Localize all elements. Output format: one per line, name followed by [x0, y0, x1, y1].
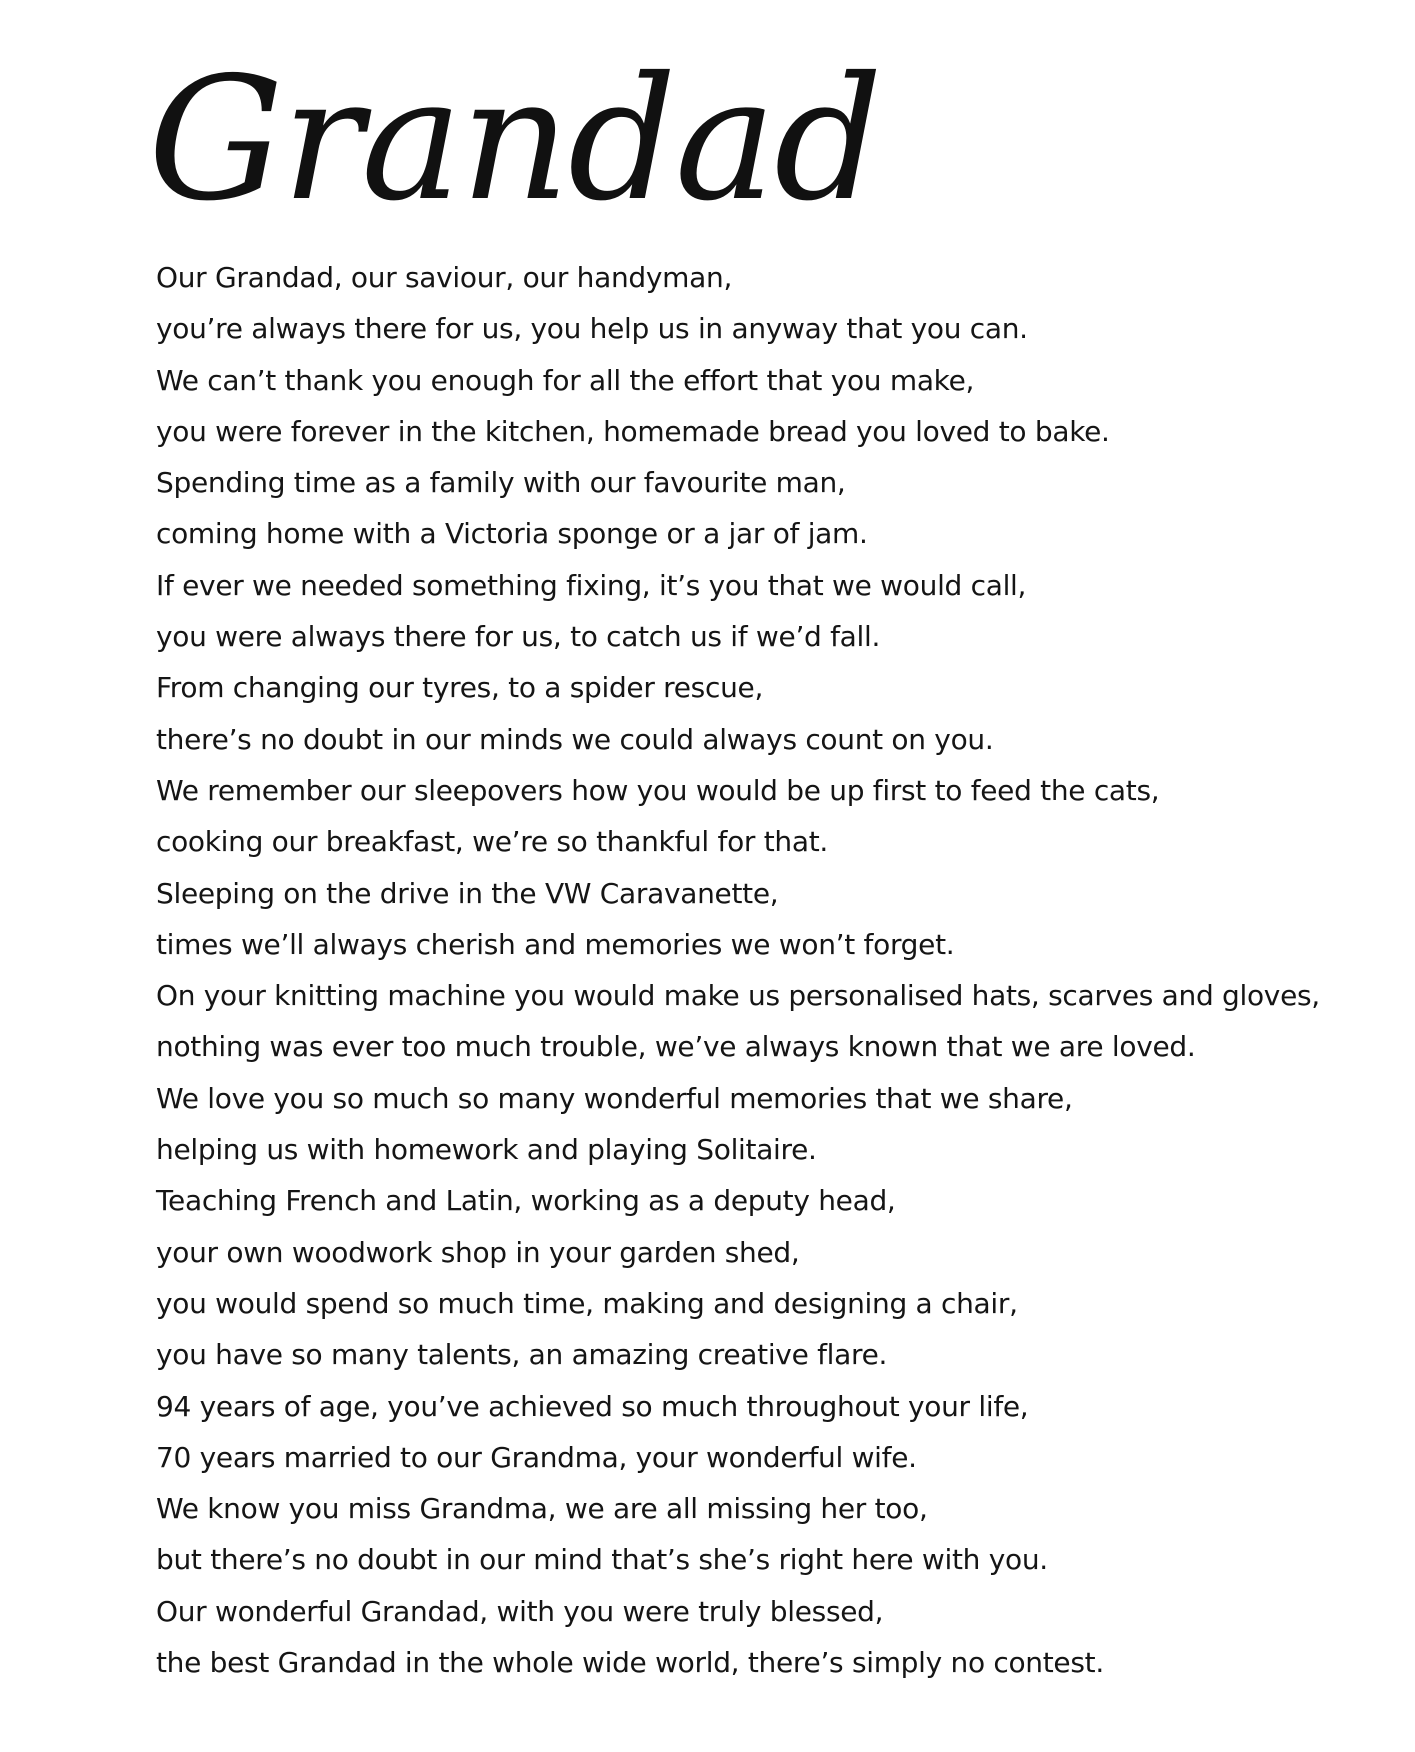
poem-line: you were forever in the kitchen, homemade bread you loved to bake. — [156, 414, 1110, 448]
poem-body — [156, 252, 1401, 1688]
poem-line: you would spend so much time, making and designing a chair, — [156, 1286, 1018, 1320]
poem-line: cooking our breakfast, we’re so thankful for that. — [156, 825, 828, 859]
poem-line: helping us with homework and playing Solitaire. — [156, 1133, 817, 1167]
poem-line: From changing our tyres, to a spider rescue, — [156, 671, 764, 705]
poem-line: you’re always there for us, you help us in anyway that you can. — [156, 312, 1028, 346]
poem-line: but there’s no doubt in our mind that’s she’s right here with you. — [156, 1543, 1048, 1577]
poem-line: nothing was ever too much trouble, we’ve always known that we are loved. — [156, 1030, 1196, 1064]
poem-line: 94 years of age, you’ve achieved so much throughout your life, — [156, 1389, 1029, 1423]
poem-line: 70 years married to our Grandma, your wonderful wife. — [156, 1440, 917, 1474]
poem-line: you have so many talents, an amazing creative flare. — [156, 1338, 888, 1372]
poem-line: your own woodwork shop in your garden shed, — [156, 1235, 800, 1269]
poem-line: there’s no doubt in our minds we could always count on you. — [156, 722, 994, 756]
poem-line: Our Grandad, our saviour, our handyman, — [156, 261, 733, 294]
poem-line: We know you miss Grandma, we are all missing her too, — [156, 1492, 928, 1526]
poem-line: We can’t thank you enough for all the effort that you make, — [156, 363, 975, 397]
poem-line: On your knitting machine you would make us personalised hats, scarves and gloves, — [156, 979, 1320, 1013]
poem-line: If ever we needed something fixing, it’s you that we would call, — [156, 568, 1027, 602]
poem-line: times we’ll always cherish and memories we won’t forget. — [156, 927, 955, 961]
poem-line: Our wonderful Grandad, with you were truly blessed, — [156, 1594, 884, 1628]
poem-line: the best Grandad in the whole wide world, there’s simply no contest. — [156, 1646, 1104, 1680]
poem-line: you were always there for us, to catch us if we’d fall. — [156, 620, 881, 654]
poem-title: Grandad — [148, 41, 881, 239]
poem-line: Sleeping on the drive in the VW Caravanette, — [156, 876, 779, 910]
poem-line: coming home with a Victoria sponge or a jar of jam. — [156, 517, 868, 551]
poem-line: We remember our sleepovers how you would be up first to feed the cats, — [156, 773, 1160, 807]
poem-line: Spending time as a family with our favourite man, — [156, 466, 846, 500]
poem-line: Teaching French and Latin, working as a deputy head, — [156, 1184, 896, 1218]
poem-line: We love you so much so many wonderful memories that we share, — [156, 1081, 1073, 1115]
